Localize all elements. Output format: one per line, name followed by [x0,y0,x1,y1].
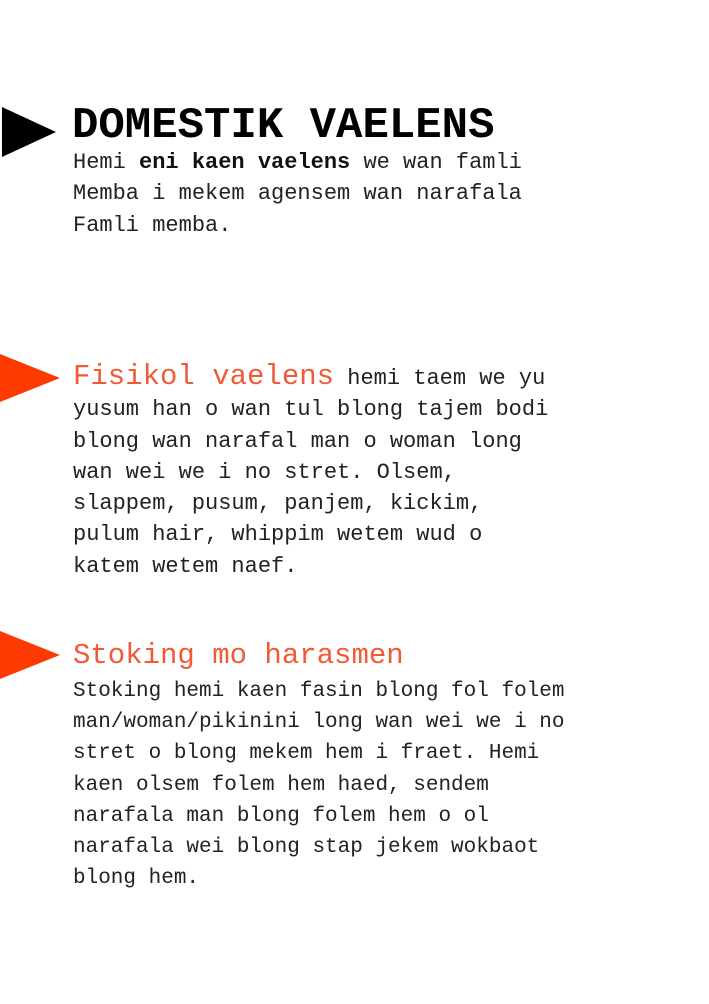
section2-arrow-icon [0,631,60,679]
intro-paragraph [73,147,673,241]
intro-line1-pre: Hemi [73,150,140,175]
intro-line1-post: we wan famli [350,150,522,175]
section2-heading: Stoking mo harasmen [73,639,404,672]
intro-line1-bold: eni kaen vaelens [139,150,351,175]
section2-line: blong hem. [73,867,200,891]
section1-lead: hemi taem we yu [334,366,546,391]
section1-line: yusum han o wan tul blong tajem bodi [73,397,549,423]
section2-paragraph [73,676,673,894]
section1-line: pulum hair, whippim wetem wud o [73,522,483,548]
page-title: DOMESTIK VAELENS [72,101,495,151]
section2-line: Stoking hemi kaen fasin blong fol folem [73,680,565,703]
section1-line: katem wetem naef. [73,553,298,579]
section1-line: blong wan narafal man o woman long [73,428,522,454]
section2-line: kaen olsem folem hem haed, sendem [73,773,489,797]
section1-paragraph [73,361,673,582]
section2-line: narafala man blong folem hem o ol [73,804,489,828]
section2-line: man/woman/pikinini long wan wei we i no [73,711,565,735]
section2-line: stret o blong mekem hem i fraet. Hemi [73,742,540,766]
section2-line: narafala wei blong stap jekem wokbaot [73,836,540,860]
section1-arrow-icon [0,354,60,402]
title-arrow-icon [2,107,56,157]
intro-line3: Famli memba. [73,212,232,238]
section1-line: slappem, pusum, panjem, kickim, [73,491,483,517]
intro-line2: Memba i mekem agensem wan narafala [73,181,522,207]
section1-line: wan wei we i no stret. Olsem, [73,459,456,485]
section1-heading: Fisikol vaelens [73,360,335,393]
